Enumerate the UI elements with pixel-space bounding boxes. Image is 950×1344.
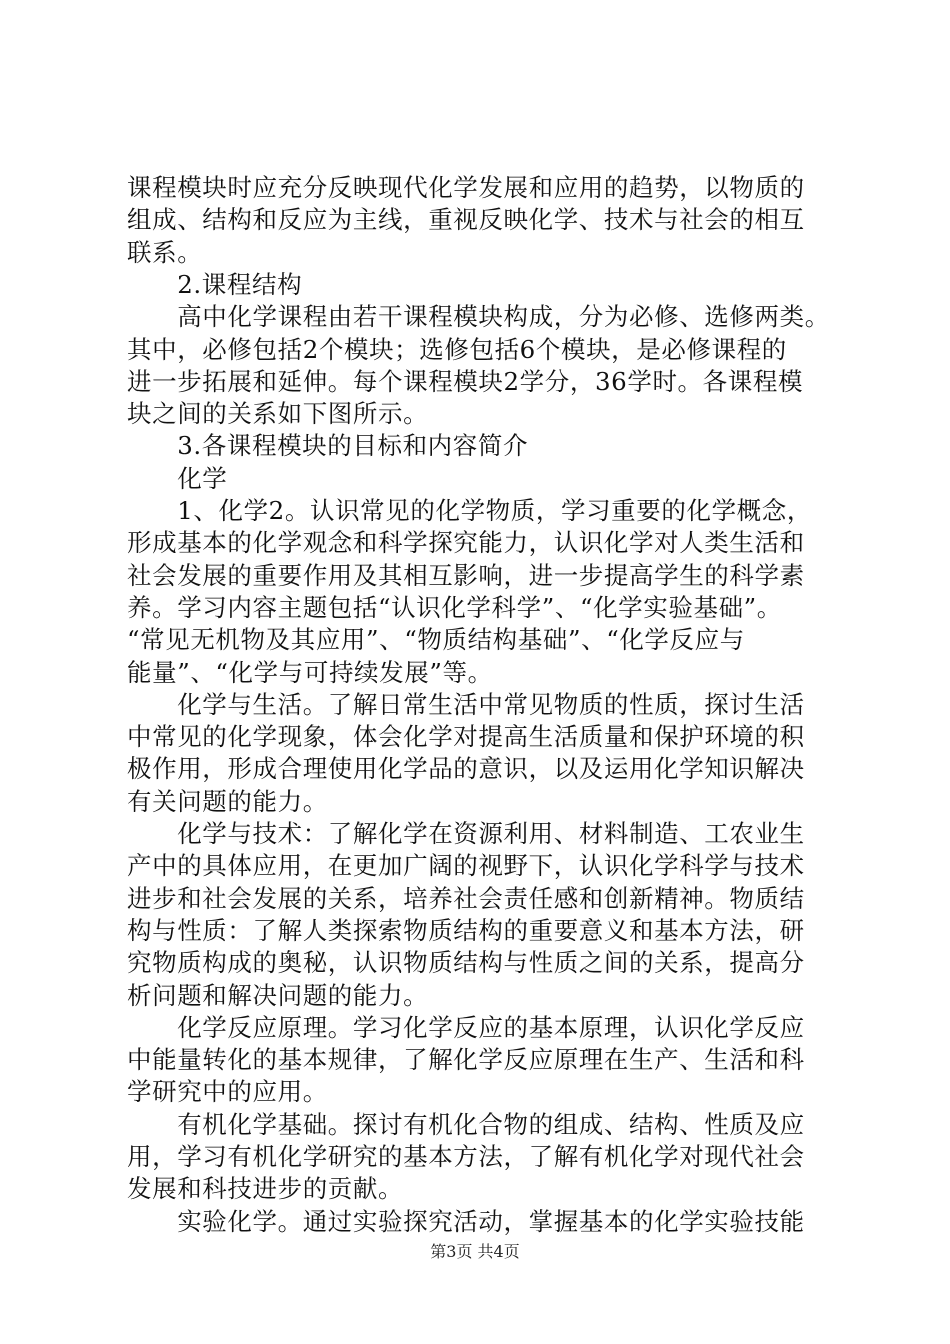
text-line: 进步和社会发展的关系，培养社会责任感和创新精神。物质结 [127, 883, 805, 913]
text-line: “常见无机物及其应用”、“物质结构基础”、“化学反应与 [127, 625, 745, 655]
text-line: 课程模块时应充分反映现代化学发展和应用的趋势，以物质的 [127, 173, 805, 202]
text-line: 中能量转化的基本规律，了解化学反应原理在生产、生活和科 [127, 1045, 805, 1075]
text-line: 究物质构成的奥秘，认识物质结构与性质之间的关系，提高分 [127, 948, 805, 978]
text-line: 社会发展的重要作用及其相互影响，进一步提高学生的科学素 [127, 560, 805, 590]
text-line: 构与性质：了解人类探索物质结构的重要意义和基本方法，研 [127, 915, 805, 945]
text-line: 化学 [127, 463, 228, 493]
text-line: 其中，必修包括2个模块；选修包括6个模块，是必修课程的 [127, 334, 787, 364]
page-footer: 第3页 共4页 [430, 1242, 520, 1261]
text-line: 有机化学基础。探讨有机化合物的组成、结构、性质及应 [127, 1109, 805, 1139]
text-line: 极作用，形成合理使用化学品的意识，以及运用化学知识解决 [127, 754, 805, 784]
text-line: 发展和科技进步的贡献。 [127, 1174, 404, 1204]
text-line: 析问题和解决问题的能力。 [127, 980, 429, 1010]
text-line: 能量”、“化学与可持续发展”等。 [127, 657, 493, 687]
text-line: 学研究中的应用。 [127, 1077, 328, 1107]
text-line: 化学反应原理。学习化学反应的基本原理，认识化学反应 [127, 1012, 805, 1042]
text-line: 产中的具体应用，在更加广阔的视野下，认识化学科学与技术 [127, 851, 805, 881]
text-line: 中常见的化学现象，体会化学对提高生活质量和保护环境的积 [127, 722, 805, 752]
text-line: 养。学习内容主题包括“认识化学科学”、“化学实验基础”。 [127, 592, 782, 622]
text-line: 联系。 [127, 237, 203, 267]
text-line: 1、化学2。认识常见的化学物质，学习重要的化学概念， [127, 496, 812, 525]
text-line: 实验化学。通过实验探究活动，掌握基本的化学实验技能 [127, 1206, 805, 1236]
text-line: 2.课程结构 [127, 269, 303, 299]
text-line: 有关问题的能力。 [127, 786, 328, 816]
text-line: 进一步拓展和延伸。每个课程模块2学分，36学时。各课程模 [127, 366, 804, 396]
text-line: 化学与生活。了解日常生活中常见物质的性质，探讨生活 [127, 689, 805, 719]
text-line: 块之间的关系如下图所示。 [127, 399, 429, 429]
text-line: 高中化学课程由若干课程模块构成，分为必修、选修两类。 [127, 302, 830, 332]
text-line: 用，学习有机化学研究的基本方法，了解有机化学对现代社会 [127, 1142, 805, 1171]
text-line: 组成、结构和反应为主线，重视反映化学、技术与社会的相互 [127, 205, 805, 235]
text-line: 化学与技术：了解化学在资源利用、材料制造、工农业生 [127, 819, 805, 848]
text-line: 3.各课程模块的目标和内容简介 [127, 431, 529, 461]
text-line: 形成基本的化学观念和科学探究能力，认识化学对人类生活和 [127, 528, 805, 558]
